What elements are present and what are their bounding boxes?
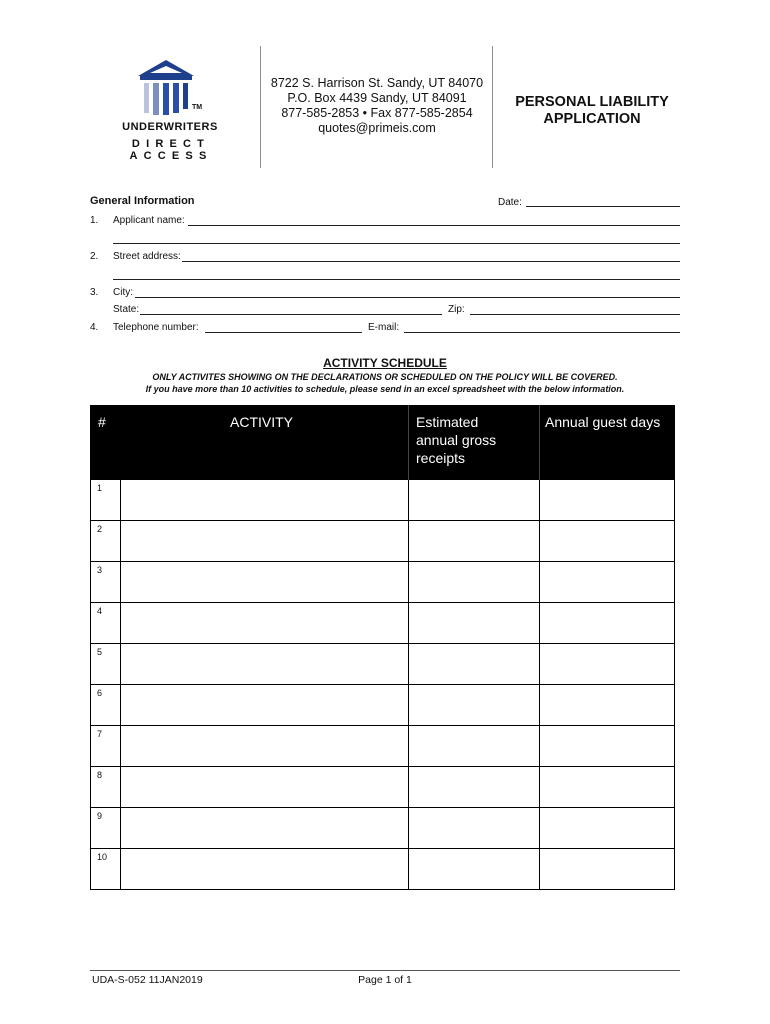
- state-label: State:: [113, 304, 140, 315]
- item-number-3: 3.: [90, 287, 99, 298]
- table-body: [90, 480, 675, 890]
- header-divider: [539, 405, 540, 480]
- street-address-field[interactable]: [182, 261, 680, 262]
- item-number-4: 4.: [90, 322, 99, 333]
- trademark-mark: TM: [192, 104, 203, 111]
- receipts-cell[interactable]: [409, 603, 540, 643]
- address-pobox: P.O. Box 4439 Sandy, UT 84091: [287, 91, 467, 105]
- table-row: [91, 480, 674, 521]
- header-divider-right: [492, 46, 493, 168]
- logo-text-direct-access: DIRECT ACCESS: [129, 138, 213, 162]
- table-row: [91, 726, 674, 767]
- activity-cell[interactable]: [121, 644, 409, 684]
- activity-cell[interactable]: [121, 726, 409, 766]
- document-title: PERSONAL LIABILITY APPLICATION: [515, 94, 669, 127]
- guest-days-cell[interactable]: [540, 767, 674, 807]
- address-phone-fax: 877-585-2853 • Fax 877-585-2854: [281, 106, 473, 120]
- row-number: 9: [91, 808, 121, 848]
- column-header-number: #: [98, 414, 106, 430]
- row-number: 7: [91, 726, 121, 766]
- activity-cell[interactable]: [121, 808, 409, 848]
- guest-days-cell[interactable]: [540, 849, 674, 889]
- activity-schedule-title: ACTIVITY SCHEDULE: [323, 356, 447, 370]
- receipts-cell[interactable]: [409, 562, 540, 602]
- receipts-cell[interactable]: [409, 480, 540, 520]
- column-header-guest-days: Annual guest days: [545, 414, 661, 430]
- row-number: 1: [91, 480, 121, 520]
- date-label: Date:: [498, 197, 522, 208]
- applicant-name-field[interactable]: [188, 225, 680, 226]
- applicant-name-label: Applicant name:: [113, 215, 185, 226]
- guest-days-cell[interactable]: [540, 521, 674, 561]
- table-row: [91, 644, 674, 685]
- email-field[interactable]: [404, 332, 680, 333]
- page-number: Page 1 of 1: [358, 974, 412, 986]
- guest-days-cell[interactable]: [540, 644, 674, 684]
- form-code: UDA-S-052 11JAN2019: [92, 974, 203, 986]
- receipts-cell[interactable]: [409, 767, 540, 807]
- street-address-field-line2[interactable]: [113, 279, 680, 280]
- table-row: [91, 685, 674, 726]
- column-header-activity: ACTIVITY: [230, 414, 294, 430]
- activity-cell[interactable]: [121, 562, 409, 602]
- guest-days-cell[interactable]: [540, 603, 674, 643]
- activity-cell[interactable]: [121, 480, 409, 520]
- table-header: [90, 405, 675, 480]
- item-number-1: 1.: [90, 215, 99, 226]
- applicant-name-field-line2[interactable]: [113, 243, 680, 244]
- street-address-label: Street address:: [113, 251, 181, 262]
- section-heading-general: General Information: [90, 195, 195, 207]
- row-number: 4: [91, 603, 121, 643]
- email-label: E-mail:: [368, 322, 400, 333]
- zip-field[interactable]: [470, 314, 680, 315]
- company-address-block: [262, 76, 492, 136]
- row-number: 6: [91, 685, 121, 725]
- activity-cell[interactable]: [121, 603, 409, 643]
- receipts-cell[interactable]: [409, 849, 540, 889]
- table-row: [91, 808, 674, 849]
- date-field[interactable]: [526, 206, 680, 207]
- row-number: 2: [91, 521, 121, 561]
- table-row: [91, 849, 674, 890]
- activity-cell[interactable]: [121, 685, 409, 725]
- column-header-receipts: Estimated annual gross receipts: [416, 414, 497, 466]
- activity-cell[interactable]: [121, 849, 409, 889]
- address-email: quotes@primeis.com: [318, 121, 436, 135]
- spreadsheet-note: If you have more than 10 activities to schedule, please send in an excel spreadsheet with the below information.: [145, 384, 625, 394]
- receipts-cell[interactable]: [409, 521, 540, 561]
- item-number-2: 2.: [90, 251, 99, 262]
- row-number: 10: [91, 849, 121, 889]
- city-field[interactable]: [135, 297, 680, 298]
- row-number: 8: [91, 767, 121, 807]
- receipts-cell[interactable]: [409, 644, 540, 684]
- zip-label: Zip:: [448, 304, 465, 315]
- activity-cell[interactable]: [121, 521, 409, 561]
- state-field[interactable]: [140, 314, 442, 315]
- coverage-note: ONLY ACTIVITES SHOWING ON THE DECLARATIONS OR SCHEDULED ON THE POLICY WILL BE COVERED.: [152, 372, 618, 382]
- guest-days-cell[interactable]: [540, 726, 674, 766]
- row-number: 5: [91, 644, 121, 684]
- address-street: 8722 S. Harrison St. Sandy, UT 84070: [270, 76, 484, 90]
- table-row: [91, 562, 674, 603]
- header-divider: [408, 405, 409, 480]
- telephone-label: Telephone number:: [113, 322, 199, 333]
- receipts-cell[interactable]: [409, 726, 540, 766]
- city-label: City:: [113, 287, 133, 298]
- receipts-cell[interactable]: [409, 685, 540, 725]
- building-icon: [136, 58, 196, 116]
- table-row: [91, 521, 674, 562]
- guest-days-cell[interactable]: [540, 480, 674, 520]
- table-row: [91, 603, 674, 644]
- footer-rule: [90, 970, 680, 971]
- guest-days-cell[interactable]: [540, 808, 674, 848]
- activity-cell[interactable]: [121, 767, 409, 807]
- guest-days-cell[interactable]: [540, 562, 674, 602]
- table-row: [91, 767, 674, 808]
- activity-schedule-table: [90, 405, 675, 890]
- telephone-field[interactable]: [205, 332, 362, 333]
- company-logo: [84, 58, 254, 162]
- header-divider-left: [260, 46, 261, 168]
- logo-text-underwriters: UNDERWRITERS: [122, 121, 218, 133]
- row-number: 3: [91, 562, 121, 602]
- receipts-cell[interactable]: [409, 808, 540, 848]
- guest-days-cell[interactable]: [540, 685, 674, 725]
